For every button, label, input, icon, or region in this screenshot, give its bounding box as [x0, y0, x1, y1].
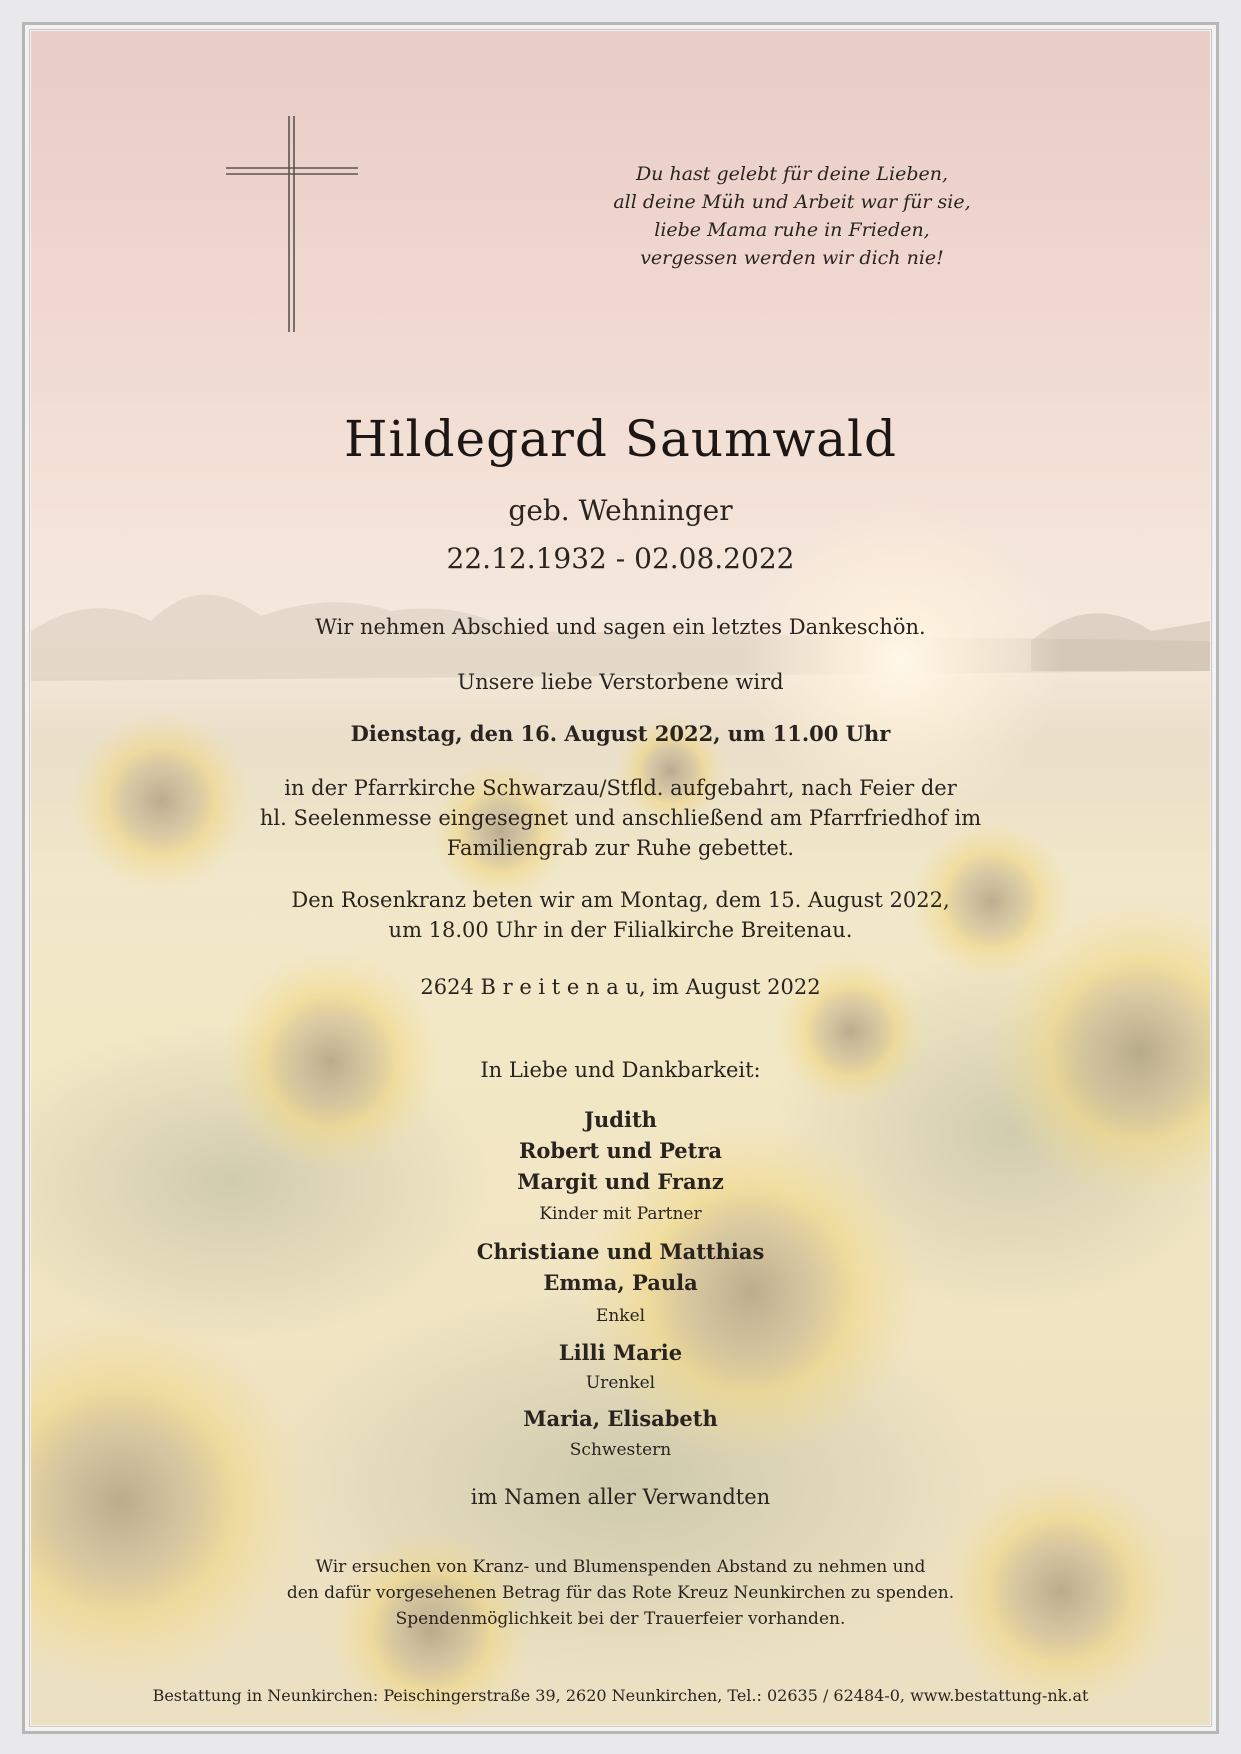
rosary-text: [22, 885, 1219, 945]
relation-label: Enkel: [595, 1306, 646, 1326]
rosary-text-line: Den Rosenkranz beten wir am Montag, dem 15. August 2022,: [291, 888, 950, 912]
cross-icon: [226, 116, 358, 332]
donation-text-line: den dafür vorgesehenen Betrag für das Rote Kreuz Neunkirchen zu spenden.: [286, 1583, 955, 1603]
service-text-line: in der Pfarrkirche Schwarzau/Stfld. aufgebahrt, nach Feier der: [284, 776, 957, 800]
mourner-name: Christiane und Matthias: [476, 1239, 765, 1264]
mourner-name: Emma, Paula: [543, 1270, 698, 1295]
relation-label: Kinder mit Partner: [539, 1204, 702, 1224]
relation-label: Urenkel: [585, 1373, 656, 1393]
verse-line: vergessen werden wir dich nie!: [640, 247, 944, 269]
service-text: [22, 773, 1219, 863]
life-dates: 22.12.1932 - 02.08.2022: [446, 542, 795, 575]
mourner-name: Maria, Elisabeth: [523, 1406, 718, 1431]
mourners-intro: In Liebe und Dankbarkeit:: [480, 1058, 761, 1082]
place-date: 2624 B r e i t e n a u, im August 2022: [420, 975, 821, 999]
mourner-name: Robert und Petra: [518, 1138, 723, 1163]
relation-label: Schwestern: [569, 1440, 672, 1460]
donation-text-line: Spendenmöglichkeit bei der Trauerfeier vorhanden.: [395, 1609, 846, 1629]
service-text-line: Familiengrab zur Ruhe gebettet.: [446, 836, 795, 860]
verse: [582, 160, 1002, 272]
mourners-closing: im Namen aller Verwandten: [470, 1485, 771, 1509]
farewell-text: Wir nehmen Abschied und sagen ein letztes Dankeschön.: [315, 615, 926, 639]
deceased-name: Hildegard Saumwald: [343, 410, 898, 468]
service-text-line: hl. Seelenmesse eingesegnet und anschließend am Pfarrfriedhof im: [259, 806, 982, 830]
donation-text-line: Wir ersuchen von Kranz- und Blumenspenden Abstand zu nehmen und: [315, 1557, 926, 1577]
obituary-page: [22, 22, 1219, 1734]
service-date: Dienstag, den 16. August 2022, um 11.00 Uhr: [350, 721, 891, 746]
rosary-text-line: um 18.00 Uhr in der Filialkirche Breitenau.: [388, 918, 853, 942]
verse-line: liebe Mama ruhe in Frieden,: [654, 219, 930, 241]
verse-line: all deine Müh und Arbeit war für sie,: [613, 191, 971, 213]
mourner-name: Lilli Marie: [558, 1340, 683, 1365]
verse-line: Du hast gelebt für deine Lieben,: [635, 163, 949, 185]
mourner-name: Margit und Franz: [517, 1169, 724, 1194]
mourner-name: Judith: [584, 1107, 657, 1132]
birth-name: geb. Wehninger: [508, 494, 733, 527]
intro-text: Unsere liebe Verstorbene wird: [457, 670, 784, 694]
funeral-home-footer: Bestattung in Neunkirchen: Peischingerstraße 39, 2620 Neunkirchen, Tel.: 02635 / 62484-0, www.bestattung-nk.at: [152, 1686, 1089, 1705]
donation-text: [22, 1554, 1219, 1632]
